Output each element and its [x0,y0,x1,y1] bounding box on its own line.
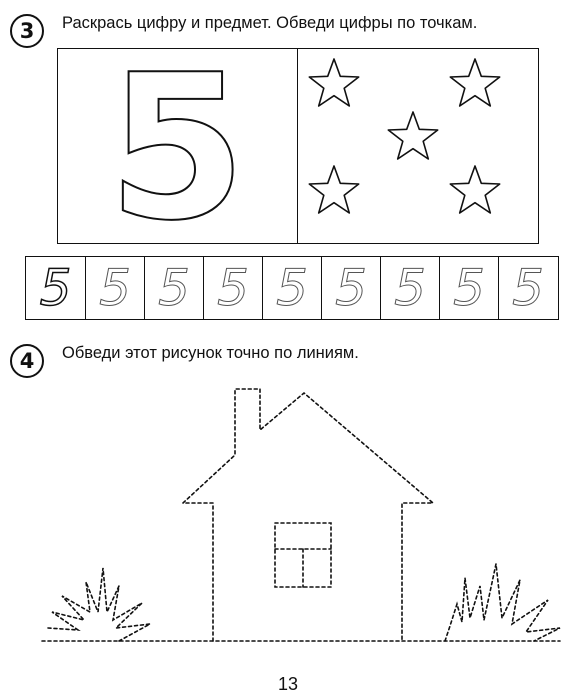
dotted-house-drawing[interactable] [0,380,576,650]
stars-drawing [298,49,538,242]
big-digit-cell [58,49,298,243]
trace-cell[interactable] [85,257,144,319]
star-outline[interactable] [388,112,437,159]
page-number: 13 [277,674,299,694]
star-outline[interactable] [450,59,499,106]
star-outline[interactable] [450,166,499,213]
task-4-number-badge [10,344,44,378]
task-3-number: 3 [19,18,35,43]
sample-digit-five: 5 [39,259,72,317]
outline-digit-five-glyph: 5 [107,49,247,242]
task-3-instruction: Раскрась цифру и предмет. Обведи цифры по точкам. [62,14,478,32]
trace-cell[interactable] [439,257,498,319]
star-outline[interactable] [309,166,358,213]
trace-cell[interactable] [26,257,85,319]
digit-and-stars-panel [57,48,539,244]
trace-cell[interactable] [321,257,380,319]
outline-digit-five[interactable] [58,49,296,242]
dotted-digit-five: 5 [335,259,367,317]
dotted-digit-five: 5 [394,259,426,317]
trace-cell[interactable] [380,257,439,319]
digit-trace-strip [25,256,559,320]
task-4-instruction: Обведи этот рисунок точно по линиям. [62,344,359,362]
dotted-digit-five: 5 [217,259,249,317]
dotted-digit-five: 5 [512,259,544,317]
dotted-digit-five: 5 [453,259,485,317]
stars-cell [298,49,538,243]
trace-cell[interactable] [498,257,557,319]
dotted-grass-left [48,568,150,641]
dotted-digit-five: 5 [158,259,190,317]
star-outline[interactable] [309,59,358,106]
trace-cell[interactable] [144,257,203,319]
dotted-digit-five: 5 [276,259,308,317]
task-3-number-badge [10,14,44,48]
dotted-grass-right [445,564,560,641]
dotted-digit-five: 5 [99,259,131,317]
task-4-number: 4 [19,348,35,373]
dotted-house-outline [183,389,433,641]
trace-cell[interactable] [262,257,321,319]
trace-cell[interactable] [203,257,262,319]
